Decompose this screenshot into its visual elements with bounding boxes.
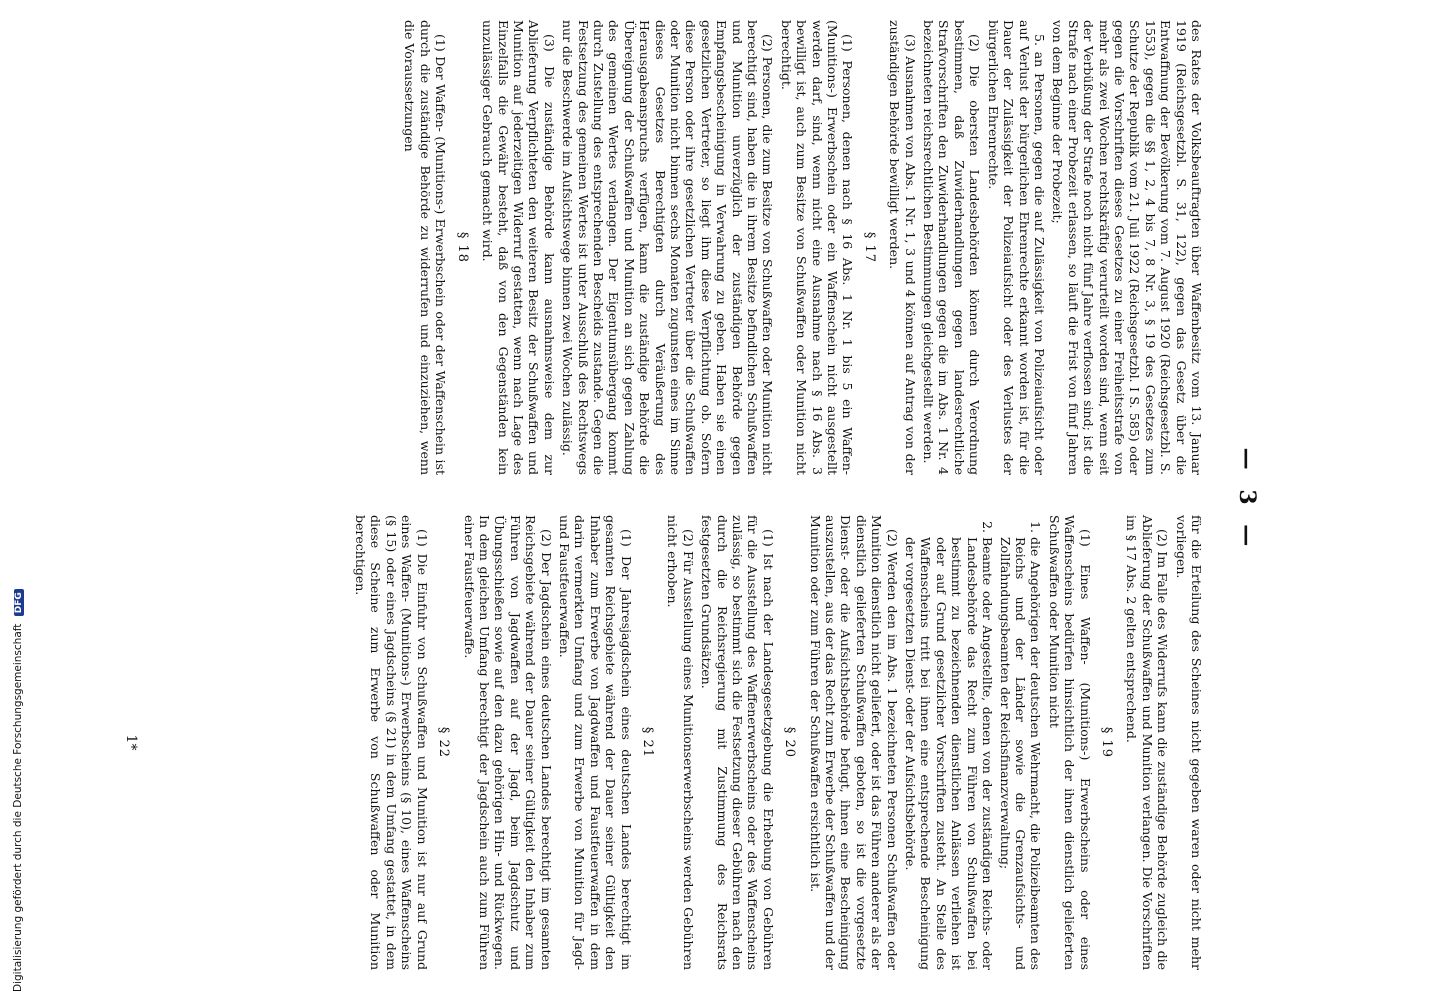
- paragraph: (3) Die zuständige Behörde kann ausnahmsweise dem zur Ablieferung Verpflichteten den weiteren Besitz der Schußwaffen und Munition auf jederzeitigen Widerruf gestatten, wenn nach Lage des Einzelfalls die Gewähr besteht, daß von den Gegenständen kein unzulässiger Gebrauch gemacht wird.: [480, 20, 557, 475]
- paragraph: (3) Ausnahmen von Abs. 1 Nr. 1, 3 und 4 können auf Antrag von der zuständigen Behörde bewilligt werden.: [887, 20, 918, 475]
- paragraph: (1) Die Einfuhr von Schußwaffen und Munition ist nur auf Grund eines Waffen- (Munitions-) Erwerbscheins (§ 10), eines Waffenscheins (§ 15) oder eines Jagdscheins (§ 21) in dem Umfang gestattet, in dem diese Scheine zum Erwerbe von Schußwaffen oder Munition berechtigen.: [353, 515, 430, 970]
- paragraph: (2) Im Falle des Widerrufs kann die zuständige Behörde zugleich die Ablieferung der Schußwaffen und Munition verlangen. Die Vorschriften im § 17 Abs. 2 gelten entsprechend.: [1124, 515, 1171, 970]
- left-column: [399, 20, 1204, 475]
- paragraph: (1) Der Waffen- (Munitions-) Erwerbschein oder der Waffenschein ist durch die zuständige Behörde zu widerrufen und einzuziehen, wenn die Voraussetzungen: [402, 20, 449, 475]
- paragraph: (2) Werden den im Abs. 1 bezeichneten Personen Schußwaffen oder Munition dienstlich nicht geliefert, oder ist das Führen anderer als der dienstlich gelieferten Schußwaffen geboten, so ist die vorgesetzte Dienst- oder die Aufsichtsbehörde befugt, ihnen eine Bescheinigung auszustellen, aus der das Recht zum Erwerbe der Schußwaffen und der Munition oder zum Führen der Schußwaffen ersichtlich ist.: [807, 515, 900, 970]
- paragraph: für die Erteilung des Scheines nicht gegeben waren oder nicht mehr vorliegen.: [1173, 515, 1204, 970]
- paragraph: (2) Die obersten Landesbehörden können durch Verordnung bestimmen, daß Zuwiderhandlungen gegen landesrechtliche Strafvorschriften den Zuwiderhandlungen gegen die im Abs. 1 Nr. 4 bezeichneten reichsrechtlichen Bestimmungen gleichgestellt werden.: [921, 20, 983, 475]
- list-item: 1. die Angehörigen der deutschen Wehrmacht, die Polizeibeamten des Reichs und der Länder sowie die Grenzaufsichts- und Zollfahndungsbeamten der Reichsfinanzverwaltung;: [997, 537, 1043, 970]
- section-heading: § 21: [640, 726, 655, 759]
- document-page: [94, 0, 1294, 1000]
- section-heading: § 19: [1098, 726, 1114, 759]
- section-heading: § 17: [861, 231, 877, 264]
- paragraph: (1) Ist nach der Landesgesetzgebung die Erhebung von Gebühren für die Ausstellung des Waffenerwerbscheins oder des Waffenscheins zulässig, so bestimmt sich die Festsetzung dieser Gebühren nach den durch die Reichsregierung mit Zustimmung des Reichsrats festgesetzten Grundsätzen.: [699, 515, 776, 970]
- paragraph: (1) Eines Waffen- (Munitions-) Erwerbscheins oder eines Waffenscheins bedürfen hinsichtlich der ihnen dienstlich gelieferten Schußwaffen oder Munition nicht: [1046, 515, 1093, 970]
- paragraph: (1) Personen, denen nach § 16 Abs. 1 Nr. 1 bis 5 ein Waffen- (Munitions-) Erwerbschein oder ein Waffenschein nicht ausgestellt werden darf, sind, wenn nicht eine Ausnahme nach § 16 Abs. 3 bewilligt ist, auch zum Besitze von Schußwaffen oder Munition nicht berechtigt.: [778, 20, 856, 475]
- section-heading: § 18: [454, 231, 470, 264]
- digitization-credit: [12, 589, 24, 992]
- paragraph: (2) Der Jagdschein eines deutschen Landes berechtigt im gesamten Reichsgebiete während der Dauer seiner Gültigkeit den Inhaber zum Führen von Jagdwaffen auf der Jagd, beim Jagdschutz und Übungsschießen sowie auf den dazu gehörigen Hin- und Rückwegen. In dem gleichen Umfang berechtigt der Jagdschein auch zum Führen einer Faustfeuerwaffe.: [461, 515, 554, 970]
- paragraph: (2) Für Ausstellung eines Munitionserwerbscheins werden Gebühren nicht erhoben.: [665, 515, 696, 970]
- dfg-logo-icon: DFG: [14, 589, 24, 616]
- section-heading: § 22: [436, 726, 452, 759]
- list-item: 2. Beamte oder Angestellte, denen von der zuständigen Reichs- oder Landesbehörde das Recht zum Führen von Schußwaffen bei bestimmt zu bezeichnenden dienstlichen Anlässen verliehen ist oder auf Grund gesetzlicher Vorschriften zusteht. An Stelle des Waffenscheins tritt bei ihnen eine entsprechende Bescheinigung der vorgesetzten Dienst- oder der Aufsichtsbehörde.: [903, 537, 995, 970]
- credit-text: Digitalisierung gefördert durch die Deutsche Forschungsgemeinschaft: [12, 623, 24, 992]
- signature-mark: 1*: [123, 734, 139, 751]
- page-number: — 3 —: [1234, 447, 1260, 553]
- right-column: [350, 515, 1204, 970]
- numbered-list: [903, 515, 1044, 970]
- paragraph: des Rates der Volksbeauftragten über Waffenbesitz vom 13. Januar 1919 (Reichsgesetzbl. S. 31, 122), gegen das Gesetz über die Entwaffnung der Bevölkerung vom 7. August 1920 (Reichsgesetzbl. S. 1553), gegen die §§ 1, 2, 4 bis 7, 8 Nr. 3, § 19 des Gesetzes zum Schutze der Republik vom 21. Juli 1922 (Reichsgesetzbl. I S. 585) oder gegen die Vorschriften dieses Gesetzes zu einer Freiheitsstrafe von mehr als zwei Wochen rechtskräftig verurteilt worden sind, wenn seit der Verbüßung der Strafe noch nicht fünf Jahre verflossen sind; ist die Strafe nach einer Probezeit erlassen, so läuft die Frist von fünf Jahren von dem Beginne der Probezeit;: [1050, 20, 1204, 475]
- section-heading: § 20: [782, 726, 798, 759]
- paragraph: 5. an Personen, gegen die auf Zulässigkeit von Polizeiaufsicht oder auf Verlust der bürgerlichen Ehrenrechte erkannt worden ist, für die Dauer der Zulässigkeit der Polizeiaufsicht oder des Verlustes der bürgerlichen Ehrenrechte.: [985, 20, 1047, 475]
- paragraph: (1) Der Jahresjagdschein eines deutschen Landes berechtigt im gesamten Reichsgebiete während der Dauer seiner Gültigkeit den Inhaber zum Erwerbe von Jagdwaffen und Faustfeuerwaffen in dem darin vermerkten Umfang und zum Erwerbe von Munition für Jagd- und Faustfeuerwaffen.: [556, 515, 634, 970]
- paragraph: (2) Personen, die zum Besitze von Schußwaffen oder Munition nicht berechtigt sind, haben die in ihrem Besitze befindlichen Schußwaffen und Munition unverzüglich der zuständigen Behörde gegen Empfangsbescheinigung in Verwahrung zu geben. Haben sie einen gesetzlichen Vertreter, so liegt ihm diese Verpflichtung ob. Sofern diese Person oder ihre gesetzlichen Vertreter über die Schußwaffen oder Munition nicht binnen sechs Monaten zugunsten eines im Sinne dieses Gesetzes Berechtigten durch Veräußerung des Herausgabeanspruchs verfügen, kann die zuständige Behörde die Übereignung der Schußwaffen und Munition an sich gegen Zahlung des gemeinen Wertes verlangen. Der Eigentumsübergang kommt durch Zustellung des entsprechenden Bescheids zustande. Gegen die Festsetzung des gemeinen Wertes ist unter Ausschluß des Rechtswegs nur die Beschwerde im Aufsichtswege binnen zwei Wochen zulässig.: [560, 20, 776, 475]
